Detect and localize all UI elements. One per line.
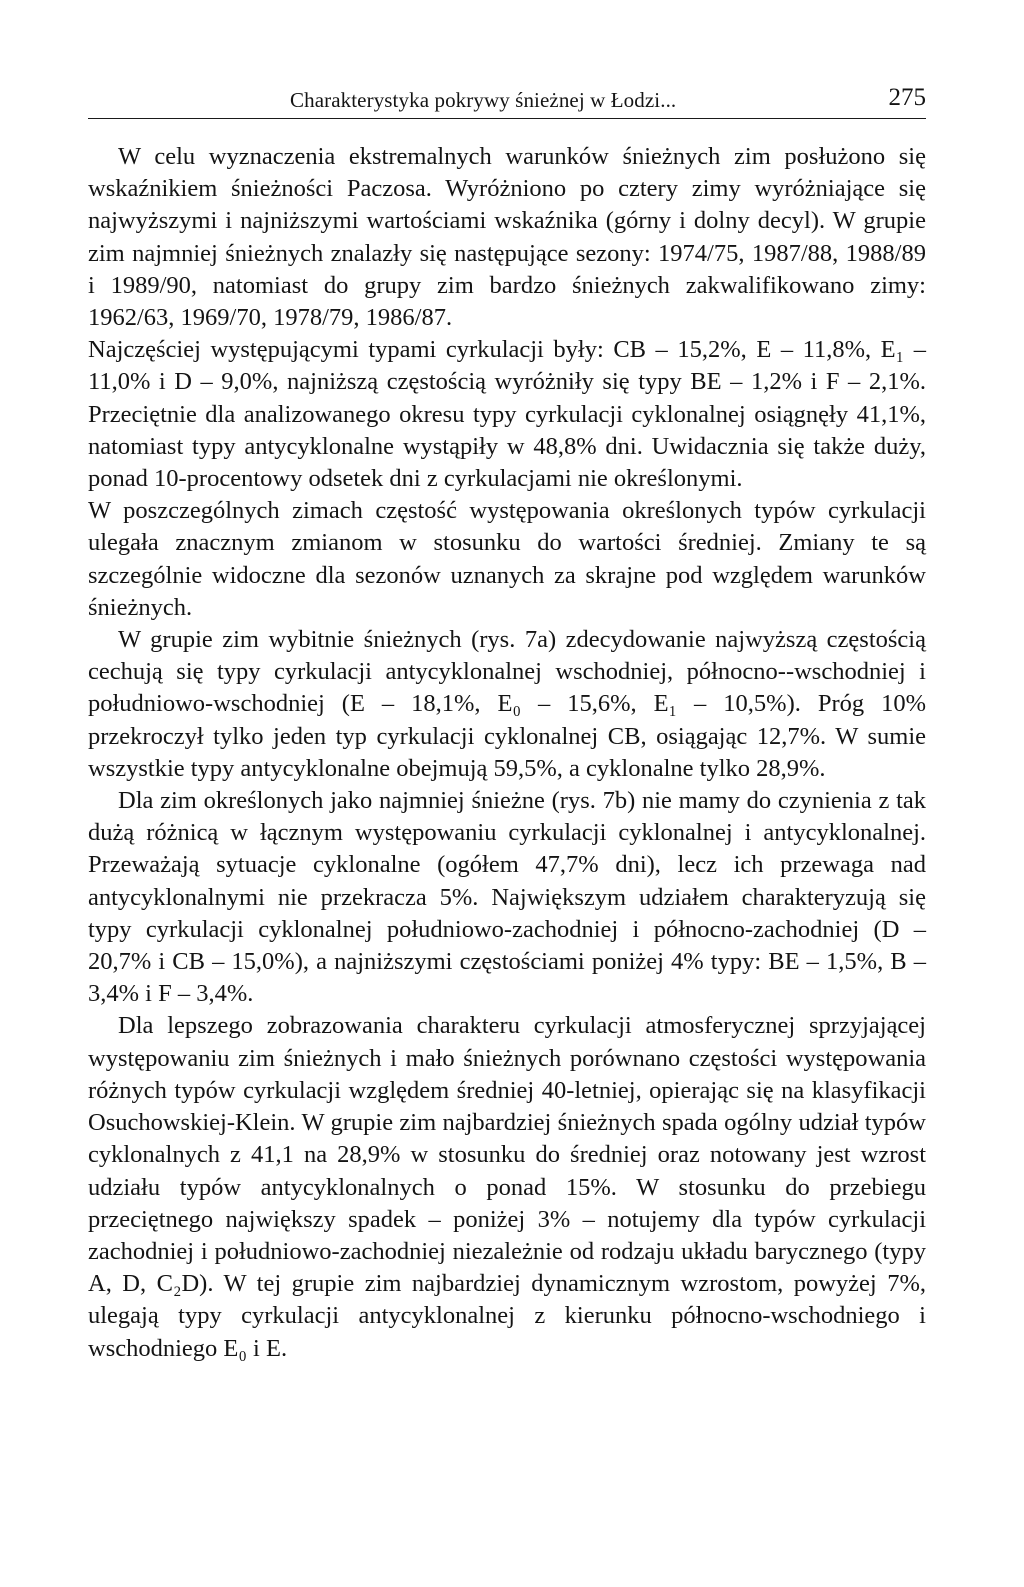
paragraph-3: W poszczególnych zimach częstość występowania określonych typów cyrkulacji ulegała znacznym zmianom w stosunku do wartości średniej. Zmiany te są szczególnie widoczne dla sezonów uznanych za skrajne pod względem warunków śnieżnych.: [88, 497, 926, 621]
page: [88, 78, 926, 1365]
running-header: [88, 78, 926, 119]
paragraph-6: Dla lepszego zobrazowania charakteru cyrkulacji atmosferycznej sprzyjającej występowaniu zim śnieżnych i mało śnieżnych porównano częstości występowania różnych typów cyrkulacji względem średniej 40-letniej, opierając się na klasyfikacji Osuchowskiej-Klein. W grupie zim najbardziej śnieżnych spada ogólny udział typów cyklonalnych z 41,1 na 28,9% w stosunku do średniej oraz notowany jest wzrost udziału typów antycyklonalnych o ponad 15%. W stosunku do przebiegu przeciętnego największy spadek – poniżej 3% – notujemy dla typów cyrkulacji zachodniej i południowo-zachodniej niezależnie od rodzaju układu barycznego (typy A, D, C₂D). W tej grupie zim najbardziej dynamicznym wzrostom, powyżej 7%, ulegają typy cyrkulacji antycyklonalnej z kierunku północno-wschodniego i wschodniego E₀ i E.: [88, 1012, 926, 1362]
running-title: Charakterystyka pokrywy śnieżnej w Łodzi...: [290, 88, 677, 112]
paragraph-5: Dla zim określonych jako najmniej śnieżne (rys. 7b) nie mamy do czynienia z tak dużą różnicą w łącznym występowaniu cyrkulacji cyklonalnej i antycyklonalnej. Przeważają sytuacje cyklonalne (ogółem 47,7% dni), lecz ich przewaga nad antycyklonalnymi nie przekracza 5%. Największym udziałem charakteryzują się typy cyrkulacji cyklonalnej południowo-zachodniej i północno-zachodniej (D – 20,7% i CB – 15,0%), a najniższymi częstościami poniżej 4% typy: BE – 1,5%, B – 3,4% i F – 3,4%.: [88, 787, 926, 1008]
paragraph-2: Najczęściej występującymi typami cyrkulacji były: CB – 15,2%, E – 11,8%, E₁ – 11,0% i D – 9,0%, najniższą częstością wyróżniły się typy BE – 1,2% i F – 2,1%. Przeciętnie dla analizowanego okresu typy cyrkulacji cyklonalnej osiągnęły 41,1%, natomiast typy antycyklonalne wystąpiły w 48,8% dni. Uwidacznia się także duży, ponad 10-procentowy odsetek dni z cyrkulacjami nie określonymi.: [88, 336, 926, 493]
page-number: 275: [888, 84, 926, 111]
body-text: [88, 141, 926, 1365]
paragraph-4: W grupie zim wybitnie śnieżnych (rys. 7a) zdecydowanie najwyższą częstością cechują się typy cyrkulacji antycyklonalnej wschodniej, północno--wschodniej i południowo-wschodniej (E – 18,1%, E₀ – 15,6%, E₁ – 10,5%). Próg 10% przekroczył tylko jeden typ cyrkulacji cyklonalnej CB, osiągając 12,7%. W sumie wszystkie typy antycyklonalne obejmują 59,5%, a cyklonalne tylko 28,9%.: [88, 626, 926, 782]
paragraph-1: W celu wyznaczenia ekstremalnych warunków śnieżnych zim posłużono się wskaźnikiem śnieżności Paczosa. Wyróżniono po cztery zimy wyróżniające się najwyższymi i najniższymi wartościami wskaźnika (górny i dolny decyl). W grupie zim najmniej śnieżnych znalazły się następujące sezony: 1974/75, 1987/88, 1988/89 i 1989/90, natomiast do grupy zim bardzo śnieżnych zakwalifikowano zimy: 1962/63, 1969/70, 1978/79, 1986/87.: [88, 143, 926, 332]
